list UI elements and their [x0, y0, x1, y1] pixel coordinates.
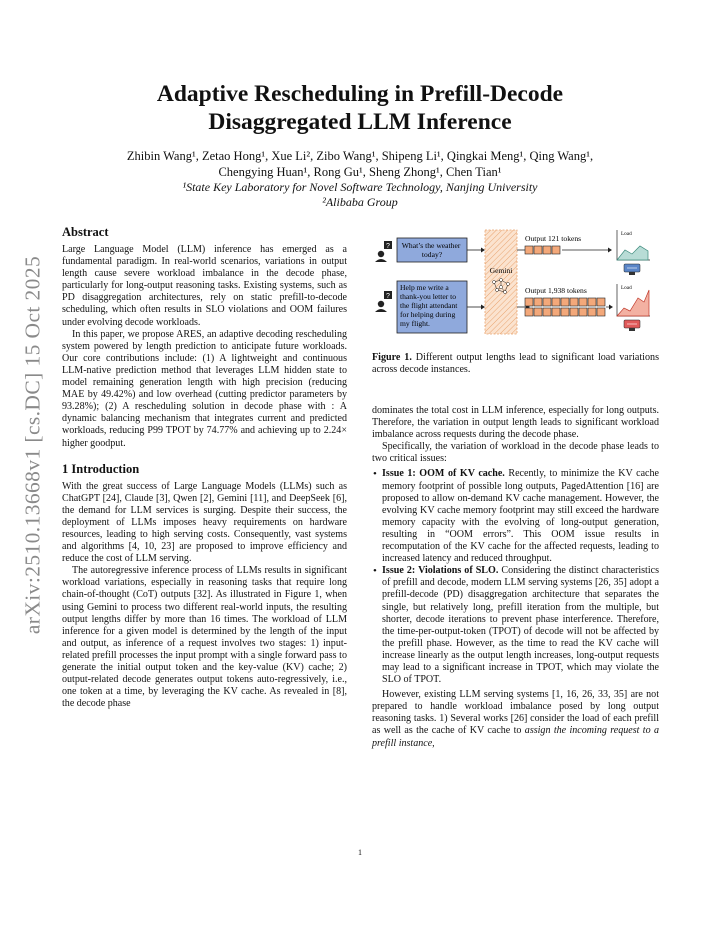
output-1-tokens: [525, 246, 560, 254]
left-column: [62, 225, 347, 710]
output-1-label: Output 121 tokens: [525, 234, 582, 243]
output-2-tokens: [525, 298, 605, 316]
affiliation-2: ²Alibaba Group: [322, 195, 398, 209]
svg-text:?: ?: [386, 293, 390, 300]
right-paragraph-3-text: However, existing LLM serving systems [1, 16, 26, 33, 35] are not prepared to handle workload imbalance posed by long output reasoning tasks. 1) Several works [26] consider the load of each prefill as well as the cache of KV cache to: [372, 689, 659, 737]
user-icon: [375, 241, 392, 262]
prompt-2-line-2: thank-you letter to: [400, 292, 457, 301]
page-number: 1: [358, 848, 362, 857]
prompt-2-line-3: the flight attendant: [400, 301, 458, 310]
authors-line-2: Chengying Huan¹, Rong Gu¹, Sheng Zhong¹, Chen Tian¹: [218, 165, 502, 179]
intro-paragraph-2: The autoregressive inference process of LLMs results in significant workload variations, especially in reasoning tasks that require long chain-of-thought (CoT) outputs [32]. As illustrated in Figure 1, when using Gemini to process two different real-world inputs, the resulting output lengths differ by more than 16 times. The workload of LLM inference for a given model is determined by the length of the input and output, as inference of a request involves two stages: 1) input-related prefill processes the input prompt with a single forward pass to generate the initial output token and the key-value (KV) cache; 2) output-related decode generates output tokens auto-regressively, i.e., one token at a time, by leveraging the KV cache. As revealed in [8], the decode phase: [62, 565, 347, 710]
issue-2-text: Considering the distinct characteristics of prefill and decode, modern LLM serving systems [26, 35] adopt a prefill-decode (PD) disaggregation architecture that separates the single, but relatively long, prefill iteration from the multiple, but shorter, decode iterations to prevent phase interference. Therefore, the time-per-output-token (TPOT) of decode will not be affected by the prefill phase. However, as the time to read the KV cache will increase linearly as the output length increases, long-output requests may lead to a significant increase in TPOT, which may violate the SLO of TPOT.: [382, 565, 659, 686]
issue-1-text: Recently, to minimize the KV cache memory footprint of possible long outputs, PagedAttention [16] are proposed to allow on-demand KV cache management. However, the evolving KV cache memory footprint may still exceed the hardware memory capacity with the evolving of long-output generation, resulting in “OOM errors”. This OOM issue results in recomputation of the KV cache for the affected requests, leading to increased latency and reduced throughput.: [382, 468, 659, 565]
svg-text:?: ?: [386, 243, 390, 250]
issue-2: [382, 565, 659, 686]
figure-1-diagram: [372, 224, 659, 342]
gemini-label: Gemini: [489, 266, 513, 275]
paper-title: [60, 80, 660, 136]
right-paragraph-1: dominates the total cost in LLM inference, especially for long outputs. Therefore, the variation in output length leads to significant workload imbalance across requests during the decode phase.: [372, 405, 659, 441]
load-chart-low: [617, 230, 650, 260]
prompt-2-line-5: my flight.: [400, 319, 430, 328]
arxiv-id: arXiv:2510.13668v1 [cs.DC] 15 Oct 2025: [20, 255, 45, 635]
prompt-2-line-4: for helping during: [400, 310, 456, 319]
title-line-2: Disaggregated LLM Inference: [208, 109, 512, 135]
intro-paragraph-1: With the great success of Large Language Models (LLMs) such as ChatGPT [24], Claude [3], Qwen [2], Gemini [11], and DeepSeek [6], the demand for LLM services is surging. Despite their success, the deployment of LLMs imposes heavy requirements on hardware resources, leading to high serving costs. Consequently, vast systems and algorithms [4, 10, 23] are proposed to improve efficiency and reduce the cost of LLM serving.: [62, 480, 347, 565]
abstract-paragraph-1: Large Language Model (LLM) inference has emerged as a fundamental paradigm. In real-world scenarios, variations in output length cause severe workload imbalance in the decode phase, particularly for long-output reasoning tasks. Existing systems, such as PD disaggregation architectures, rely on static prefill-to-decode scheduling, which often results in SLO violations and OOM failures under evolving decode workloads.: [62, 244, 347, 328]
abstract-heading: Abstract: [62, 225, 109, 239]
prompt-1-line-2: today?: [421, 250, 443, 259]
figure-caption-label: Figure 1.: [372, 352, 412, 363]
load-label: Load: [621, 285, 632, 291]
abstract-paragraph-2: In this paper, we propose ARES, an adaptive decoding rescheduling system powered by length prediction to anticipate future workloads. Our core contributions include: (1) A lightweight and continuous LLM-native prediction method that leverages LLM hidden state to model remaining generation length with high precision (reducing MAE by 49.42%) and low overhead (cutting predictor parameters by 93.28%); (2) A rescheduling solution in decode phase with : A dynamic balancing mechanism that integrates current and predicted workloads, reducing P99 TPOT by 74.77% and achieving up to 2.24× higher goodput.: [62, 328, 347, 449]
load-chart-high: [617, 284, 650, 316]
gpu-server-alert-icon: [624, 320, 640, 331]
paper-header: [60, 80, 660, 210]
prompt-1-line-1: What’s the weather: [401, 241, 461, 250]
load-label: Load: [621, 231, 632, 237]
title-line-1: Adaptive Rescheduling in Prefill-Decode: [156, 81, 564, 107]
prompt-2-line-1: Help me write a: [400, 283, 449, 292]
right-column: [372, 405, 659, 750]
figure-1: [372, 224, 659, 342]
authors-line-1: Zhibin Wang¹, Zetao Hong¹, Xue Li², Zibo Wang¹, Shipeng Li¹, Qingkai Meng¹, Qing Wang¹,: [126, 149, 594, 163]
issue-list: [372, 468, 659, 686]
figure-caption-text: Different output lengths lead to significant load variations across decode instances.: [372, 352, 659, 376]
affiliation-1: ¹State Key Laboratory for Novel Software Technology, Nanjing University: [182, 180, 538, 194]
author-list: [60, 148, 660, 180]
issue-1: [382, 468, 659, 565]
gpu-server-icon: [624, 264, 640, 275]
output-2-label: Output 1,938 tokens: [525, 286, 587, 295]
figure-1-caption: [372, 352, 659, 376]
user-icon: [375, 291, 392, 312]
arxiv-sidebar-stamp: [8, 230, 58, 660]
right-paragraph-3: [372, 689, 659, 749]
introduction-heading: 1 Introduction: [62, 461, 140, 476]
right-paragraph-3-emphasis: assign the incoming request to a prefill instance,: [372, 725, 659, 749]
issue-2-title: Issue 2: Violations of SLO.: [382, 565, 499, 577]
right-paragraph-2: Specifically, the variation of workload in the decode phase leads to two critical issues:: [372, 441, 659, 465]
issue-1-title: Issue 1: OOM of KV cache.: [382, 468, 505, 480]
